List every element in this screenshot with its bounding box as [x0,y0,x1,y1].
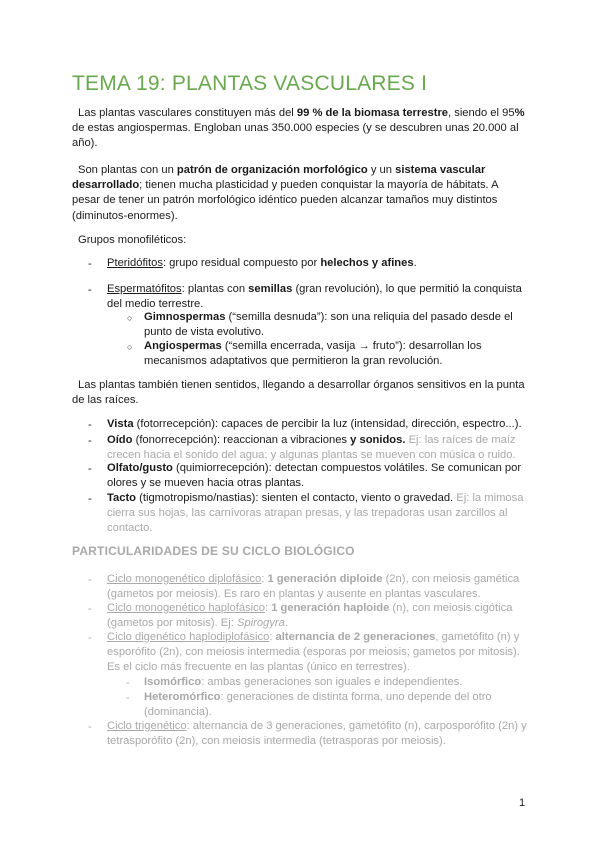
cycle-monogenetico-haplofasico [107,601,531,631]
bullet-dash: - [88,721,92,733]
text-run: : [261,573,268,585]
bold-run: Vista [107,418,134,430]
bold-run: 99 % de la biomasa terrestre [296,107,449,119]
bullet-dash: - [88,632,92,644]
bullet-dash: - [88,258,92,270]
text-run: (n), con meiosis cigótica (gametos por mitosis). Ej: [107,602,513,630]
text-run: : [264,602,272,614]
text-run: Las plantas vasculares constituyen más del [78,107,297,119]
groups-intro: Grupos monofiléticos: [78,234,187,246]
text-run: Son plantas con un [78,164,177,176]
text-run: . [413,257,417,269]
cycle-sub-heteromorfico [144,690,516,720]
example-text: Ej: la mimosa cierra sus hojas, las carnívoras atrapan presas, y las trepadoras usan zarcillos al contacto. [107,492,524,535]
underlined-term: Ciclo monogenético haplofásico [107,602,265,614]
underlined-term: Espermatófitos [107,283,182,295]
bullet-dash: - [88,435,92,447]
bullet-dash: - [88,603,92,615]
page-title: TEMA 19: PLANTAS VASCULARES I [72,72,428,95]
bullet-dash: - [126,677,130,689]
bold-run: patrón de organización morfológico [176,164,368,176]
text-run: de estas angiospermas. Engloban unas 350.000 especies (y se descubren unas 20.000 al año). [72,122,519,150]
underlined-term: Ciclo monogenético diplofásico [107,573,262,585]
text-run: (gran revolución), lo que permitió la conquista del medio terrestre. [107,283,522,311]
cycle-sub-isomorfico [144,675,516,690]
text-run: , siendo el 95 [448,107,515,119]
cycle-digenetico [107,630,531,676]
bold-run: helechos y afines [320,257,414,269]
intro-paragraph-2 [72,163,528,224]
text-run: : alternancia de 3 generaciones, gametófito (n), carposporófito (2n) y tetrasporófito (2n), con meiosis intermedia (tetrasporas por meiosis). [107,720,527,748]
text-run: (“semilla desnuda”): son una reliquia del pasado desde el punto de vista evolutivo. [144,311,513,339]
bold-run: 1 generación diploide [267,573,383,585]
bold-run: semillas [248,283,293,295]
example-text: Ej: las raíces de maíz crecen hacia el sonido del agua; y algunas plantas se mueven con música o ruido. [107,434,516,462]
text-run: : [269,631,276,643]
bold-run: sistema vascular desarrollado [72,164,486,192]
bold-run: Olfato/gusto [107,462,173,474]
text-run: . [284,617,288,630]
bold-run: Oído [107,434,133,446]
underlined-term: Pteridófitos [107,257,163,269]
bullet-espermatofitos [107,282,531,312]
bullet-dash: - [88,284,92,296]
sub-bullet-angiospermas [144,339,516,369]
text-run: , gametófito (n) y esporófito (2n), con meiosis intermedia (esporas por meiosis; gametos por mitosis). Es el ciclo más frecuente en las plantas (único en terrestres). [107,631,520,674]
underlined-term: Ciclo digenético haplodiplofásico [107,631,270,643]
intro-paragraph-1 [72,106,528,152]
text-run: : plantas con [181,283,249,295]
bold-run: Heteromórfico [144,691,221,703]
bold-run: % [514,107,525,119]
bullet-dash: - [88,419,92,431]
text-run: (fonorrecepción): reaccionan a vibraciones [132,434,351,446]
bold-run: Isomórfico [144,676,202,688]
text-run: (quimiorrecepción): detectan compuestos volátiles. Se comunican por olores y se mueven hacia otras plantas. [107,462,522,490]
text-run: y un [367,164,396,176]
bullet-dash: - [88,574,92,586]
bold-run: 1 generación haploide [271,602,390,614]
senses-paragraph: Las plantas también tienen sentidos, llegando a desarrollar órganos sensitivos en la punta de las raíces. [72,379,525,407]
bullet-dash: - [88,463,92,475]
text-run: ; tienen mucha plasticidad y pueden conquistar la mayoría de hábitats. A pesar de tener un patrón morfológico idéntico pueden alcanzar tamaños muy distintos (diminutos-enormes). [72,179,499,222]
cycle-trigenetico [107,719,531,749]
sense-tacto [107,491,531,537]
italic-run: Spirogyra [236,617,285,630]
text-run: (fotorrecepción): capaces de percibir la luz (intensidad, dirección, espectro...). [133,418,522,430]
section-heading: PARTICULARIDADES DE SU CICLO BIOLÓGICO [72,544,355,558]
text-run: : grupo residual compuesto por [162,257,321,269]
bold-run: Gimnospermas [144,311,226,323]
sub-bullet-marker: ○ [127,342,133,352]
sense-olfato [107,461,531,491]
bold-run: Tacto [107,492,137,504]
text-run: : ambas generaciones son iguales e independientes. [201,676,463,688]
text-run: (2n), con meiosis gamética (gametos por meiosis). Es raro en plantas y ausente en plantas vasculares. [107,573,520,601]
sense-oido [107,433,531,463]
text-run: (tigmotropismo/nastias): sienten el contacto, viento o gravedad. [136,492,454,504]
bullet-pteridofitos [107,256,531,271]
bold-run: Angiospermas [144,340,222,352]
sub-bullet-marker: ○ [127,313,133,323]
bold-run: alternancia de 2 generaciones [275,631,436,643]
underlined-term: Ciclo trigenético [107,720,187,732]
page-number: 1 [519,797,526,809]
text-run: : generaciones de distinta forma, uno depende del otro (dominancia). [144,691,492,719]
text-run: (“semilla encerrada, vasija → fruto”): desarrollan los mecanismos adaptativos que permitieron la gran revolución. [144,340,482,368]
bold-run: y sonidos. [350,434,406,446]
sub-bullet-gimnospermas [144,310,516,340]
bullet-dash: - [126,692,130,704]
cycle-monogenetico-diplofasico [107,572,531,602]
sense-vista [107,417,531,432]
bullet-dash: - [88,493,92,505]
